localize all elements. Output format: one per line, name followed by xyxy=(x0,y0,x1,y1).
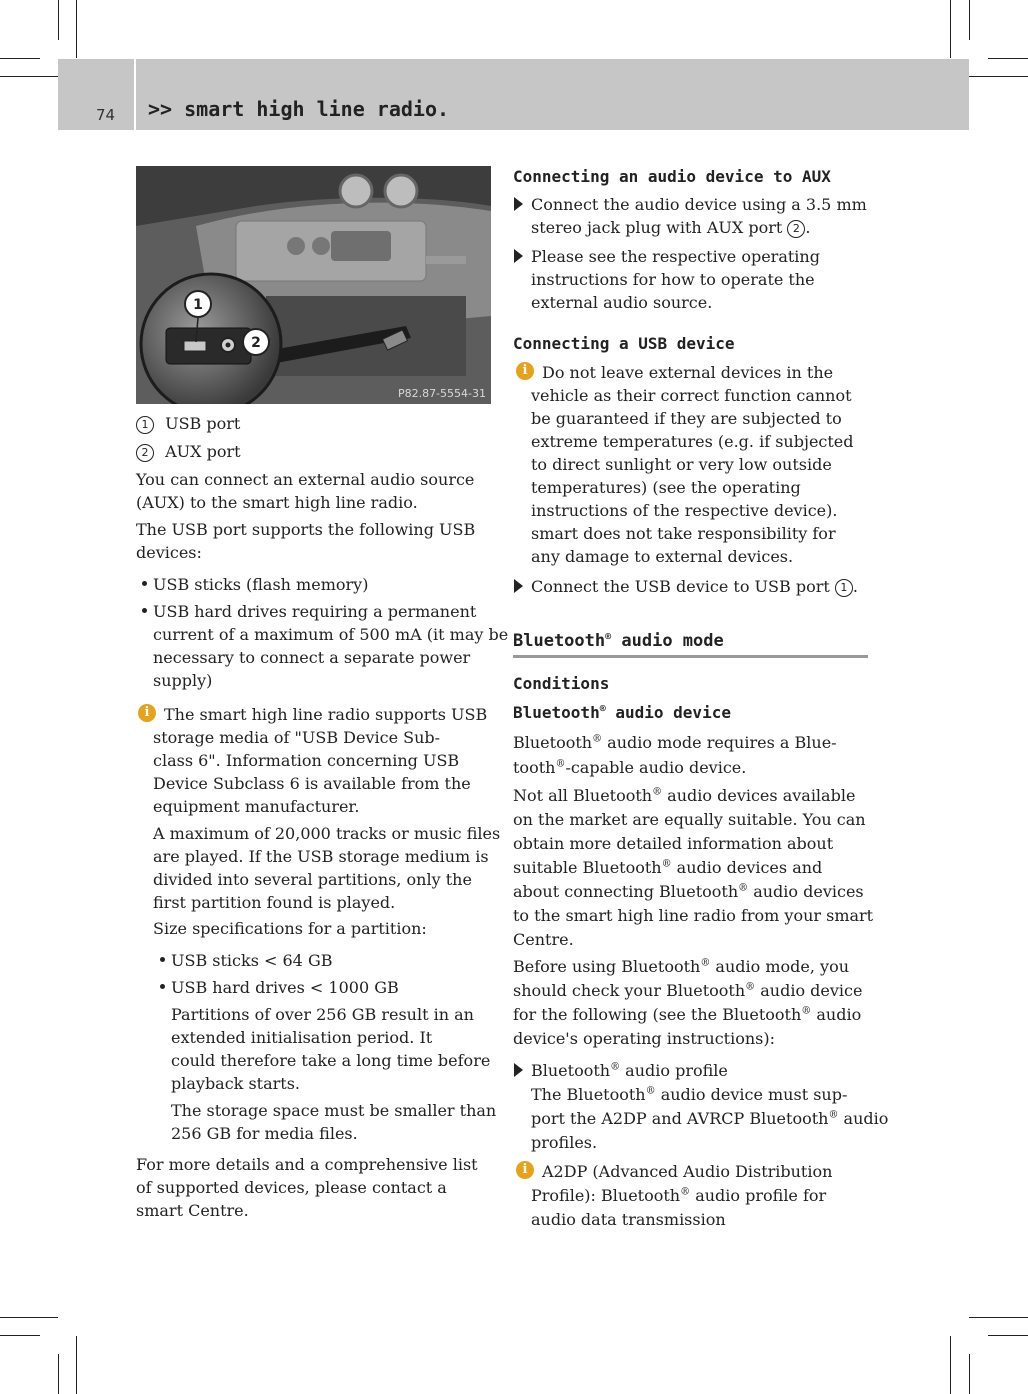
registered-mark: ® xyxy=(700,957,711,969)
text-line: audio mode, you xyxy=(710,957,849,976)
crop-mark xyxy=(0,1317,58,1318)
registered-mark: ® xyxy=(599,703,606,715)
text-line: instructions for how to operate the xyxy=(531,270,815,289)
text-line: audio devices xyxy=(748,882,864,901)
crop-mark xyxy=(58,1354,59,1394)
usb-step xyxy=(531,575,858,598)
text-line: The Bluetooth xyxy=(531,1085,646,1104)
text-line xyxy=(513,755,837,780)
registered-mark: ® xyxy=(661,858,672,870)
page-number: 74 xyxy=(96,106,116,124)
text-line: supply) xyxy=(153,671,213,690)
text-line: could therefore take a long time before xyxy=(171,1051,491,1070)
text-line: audio devices available xyxy=(662,786,856,805)
text-line: Device Subclass 6 is available from the xyxy=(153,774,471,793)
text-line: Bluetooth xyxy=(513,733,593,752)
registered-mark: ® xyxy=(745,981,756,993)
text-line: Before using Bluetooth xyxy=(513,957,701,976)
text-line: be guaranteed if they are subjected to xyxy=(531,409,842,428)
crop-mark xyxy=(0,58,40,59)
photo-code: P82.87-5554-31 xyxy=(397,387,486,400)
callout-2-label: 2 xyxy=(251,335,261,351)
text-line: The USB port supports the following USB xyxy=(136,520,476,539)
registered-mark: ® xyxy=(610,1061,621,1073)
text-line xyxy=(531,361,854,384)
dashboard-illustration xyxy=(136,166,491,404)
legend-text-aux: AUX port xyxy=(165,442,241,461)
text-line xyxy=(153,703,487,726)
aux-step-2 xyxy=(531,245,820,314)
text-line: extreme temperatures (e.g. if subjected xyxy=(531,432,854,451)
text-line: port the A2DP and AVRCP Bluetooth xyxy=(531,1109,829,1128)
text-line: class 6". Information concerning USB xyxy=(153,751,460,770)
text-line: Bluetooth xyxy=(513,631,606,651)
text-line: Partitions of over 256 GB result in an xyxy=(171,1005,474,1024)
text-line: audio mode xyxy=(611,631,724,651)
text-line: necessary to connect a separate power xyxy=(153,648,471,667)
text-line: to the smart high line radio from your smart xyxy=(513,906,874,925)
text-line: extended initialisation period. It xyxy=(171,1028,433,1047)
text-line xyxy=(531,1083,888,1107)
registered-mark: ® xyxy=(645,1085,656,1097)
text-line: For more details and a comprehensive list xyxy=(136,1155,478,1174)
aux-step-1 xyxy=(531,193,867,239)
text-line xyxy=(531,1184,832,1208)
bluetooth-section-heading xyxy=(513,630,724,653)
text-line: smart Centre. xyxy=(136,1201,249,1220)
usb-support-paragraph xyxy=(136,518,475,564)
aux-heading: Connecting an audio device to AUX xyxy=(513,167,831,186)
text-line: suitable Bluetooth xyxy=(513,858,662,877)
crop-mark xyxy=(950,0,951,58)
usb-class-note xyxy=(153,703,487,818)
text-line: playback starts. xyxy=(171,1074,301,1093)
step-arrow-icon xyxy=(514,197,523,211)
registered-mark: ® xyxy=(680,1186,691,1198)
text-line: for the following (see the Bluetooth xyxy=(513,1005,802,1024)
crop-mark xyxy=(0,76,58,77)
bullet-usb-sticks: USB sticks (flash memory) xyxy=(153,575,369,594)
text-line: A2DP (Advanced Audio Distribution xyxy=(542,1162,833,1181)
text-line: devices: xyxy=(136,543,202,562)
text-line: (AUX) to the smart high line radio. xyxy=(136,493,418,512)
text-line: profiles. xyxy=(531,1133,598,1152)
crop-mark xyxy=(988,58,1028,59)
text-line: device's operating instructions): xyxy=(513,1029,776,1048)
dashboard-photo xyxy=(136,166,491,404)
step-arrow-icon xyxy=(514,579,523,593)
text-line xyxy=(531,1160,832,1184)
text-line: audio mode requires a Blue- xyxy=(602,733,837,752)
usb-port-number: 1 xyxy=(835,579,853,597)
intro-paragraph xyxy=(136,468,474,514)
text-line: stereo jack plug with AUX port xyxy=(531,218,783,237)
crop-mark xyxy=(76,1336,77,1394)
aux-port-number: 2 xyxy=(787,220,805,238)
a2dp-note xyxy=(531,1160,832,1232)
text-line: divided into several partitions, only the xyxy=(153,870,472,889)
partitions-note xyxy=(171,1003,490,1095)
crop-mark xyxy=(950,1336,951,1394)
text-line: current of a maximum of 500 mA (it may be xyxy=(153,625,509,644)
text-line: storage media of "USB Device Sub- xyxy=(153,728,441,747)
bluetooth-check-paragraph xyxy=(513,955,862,1051)
text-line: smart does not take responsibility for xyxy=(531,524,836,543)
text-line: A maximum of 20,000 tracks or music files xyxy=(153,824,501,843)
text-line: USB hard drives requiring a permanent xyxy=(153,602,477,621)
text-line: about connecting Bluetooth xyxy=(513,882,739,901)
legend-item-aux xyxy=(136,440,241,463)
crop-mark xyxy=(988,1335,1028,1336)
bullet-icon xyxy=(142,608,147,613)
size-specifications-heading: Size specifications for a partition: xyxy=(153,919,427,938)
bluetooth-profile-step xyxy=(531,1059,888,1155)
info-icon: i xyxy=(138,704,156,722)
usb-warning-note xyxy=(531,361,854,568)
text-line: audio device xyxy=(755,981,863,1000)
text-line xyxy=(531,216,867,239)
step-arrow-icon xyxy=(514,249,523,263)
text-line: on the market are equally suitable. You can xyxy=(513,810,866,829)
text-line: equipment manufacturer. xyxy=(153,797,360,816)
text-line xyxy=(513,955,862,979)
text-line xyxy=(513,856,873,880)
text-line: 256 GB for media files. xyxy=(171,1124,358,1143)
conditions-heading: Conditions xyxy=(513,674,610,693)
text-line xyxy=(513,730,837,755)
text-line: Do not leave external devices in the xyxy=(542,363,834,382)
text-line: obtain more detailed information about xyxy=(513,834,834,853)
registered-mark: ® xyxy=(605,631,612,643)
text-line: audio data transmission xyxy=(531,1210,726,1229)
text-line: Bluetooth xyxy=(513,703,600,722)
text-line: You can connect an external audio source xyxy=(136,470,475,489)
step-arrow-icon xyxy=(514,1063,523,1077)
text-line xyxy=(513,1003,862,1027)
info-icon: i xyxy=(516,1161,534,1179)
tracks-note xyxy=(153,822,500,914)
text-line: of supported devices, please contact a xyxy=(136,1178,447,1197)
text-line: audio xyxy=(838,1109,889,1128)
crop-mark xyxy=(0,1335,40,1336)
text-line xyxy=(513,979,862,1003)
text-line: audio profile for xyxy=(690,1186,827,1205)
header-divider xyxy=(134,59,136,130)
text-line: Bluetooth xyxy=(531,1061,611,1080)
legend-number-2: 2 xyxy=(136,444,154,462)
usb-heading: Connecting a USB device xyxy=(513,334,735,353)
legend-number-1: 1 xyxy=(136,416,154,434)
text-line: Please see the respective operating xyxy=(531,247,820,266)
text-line: vehicle as their correct function cannot xyxy=(531,386,852,405)
legend-item-usb xyxy=(136,412,240,435)
info-icon: i xyxy=(516,362,534,380)
text-line: . xyxy=(852,577,858,596)
text-line: Connect the USB device to USB port xyxy=(531,577,830,596)
bluetooth-suitability-paragraph xyxy=(513,784,873,952)
registered-mark: ® xyxy=(555,758,566,770)
text-line: audio xyxy=(811,1005,862,1024)
section-rule xyxy=(513,655,868,658)
text-line: external audio source. xyxy=(531,293,713,312)
text-line: The smart high line radio supports USB xyxy=(164,705,488,724)
text-line: Not all Bluetooth xyxy=(513,786,653,805)
registered-mark: ® xyxy=(801,1005,812,1017)
crop-mark xyxy=(76,0,77,58)
text-line: audio device xyxy=(605,703,731,722)
crop-mark xyxy=(58,0,59,40)
text-line: tooth xyxy=(513,758,556,777)
text-line: audio devices and xyxy=(671,858,823,877)
crop-mark xyxy=(969,0,970,40)
text-line: are played. If the USB storage medium is xyxy=(153,847,489,866)
storage-note xyxy=(171,1099,496,1145)
chapter-title: >> smart high line radio. xyxy=(148,97,450,121)
text-line: The storage space must be smaller than xyxy=(171,1101,497,1120)
bullet-icon xyxy=(160,957,165,962)
text-line: Connect the audio device using a 3.5 mm xyxy=(531,195,867,214)
more-details-paragraph xyxy=(136,1153,478,1222)
crop-mark xyxy=(969,1317,1028,1318)
crop-mark xyxy=(969,1354,970,1394)
bluetooth-requirement-paragraph xyxy=(513,730,837,780)
legend-text-usb: USB port xyxy=(165,414,241,433)
crop-mark xyxy=(969,76,1028,77)
text-line xyxy=(513,880,873,904)
bullet-icon xyxy=(160,984,165,989)
text-line: instructions of the respective device). xyxy=(531,501,838,520)
text-line: Centre. xyxy=(513,930,574,949)
registered-mark: ® xyxy=(592,733,603,745)
text-line: audio device must sup- xyxy=(655,1085,848,1104)
registered-mark: ® xyxy=(652,786,663,798)
text-line xyxy=(531,1059,888,1083)
text-line: temperatures) (see the operating xyxy=(531,478,801,497)
registered-mark: ® xyxy=(828,1109,839,1121)
callout-1-label: 1 xyxy=(193,297,203,313)
text-line xyxy=(513,784,873,808)
text-line: . xyxy=(805,218,811,237)
text-line: Profile): Bluetooth xyxy=(531,1186,681,1205)
bullet-size-hard-drives: USB hard drives < 1000 GB xyxy=(171,978,399,997)
text-line xyxy=(531,1107,888,1131)
registered-mark: ® xyxy=(738,882,749,894)
text-line: first partition found is played. xyxy=(153,893,396,912)
text-line: audio profile xyxy=(620,1061,728,1080)
text-line: -capable audio device. xyxy=(565,758,747,777)
bullet-size-sticks: USB sticks < 64 GB xyxy=(171,951,333,970)
text-line: to direct sunlight or very low outside xyxy=(531,455,832,474)
bluetooth-device-heading xyxy=(513,701,731,724)
bullet-icon xyxy=(142,581,147,586)
text-line: should check your Bluetooth xyxy=(513,981,746,1000)
text-line: any damage to external devices. xyxy=(531,547,794,566)
bullet-usb-hard-drives xyxy=(153,600,508,692)
